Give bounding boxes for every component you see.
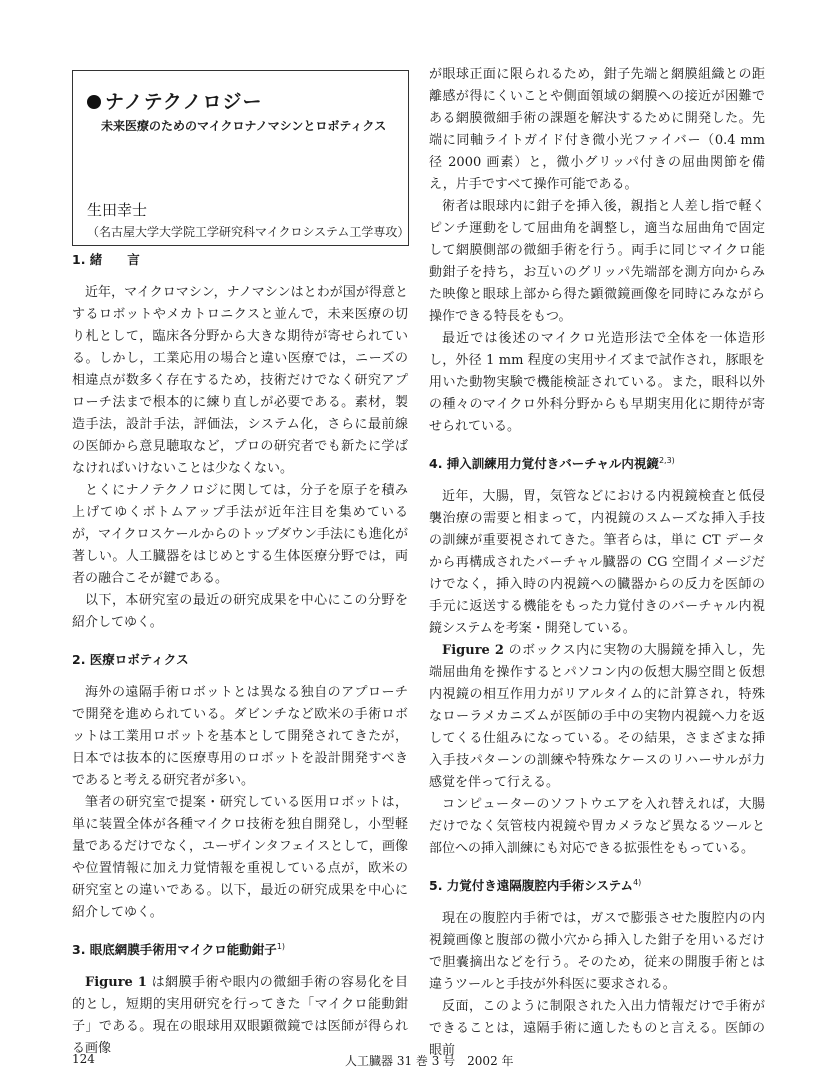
section-3-paragraph-3: 最近では後述のマイクロ光造形法で全体を一体造形し，外径 1 mm 程度の実用サイズまで試作され，豚眼を用いた動物実験で機能検証されている。また，眼科以外の種々のマイクロ外科分野からも早期実用化に期待が寄せられている。: [429, 331, 765, 434]
section-1-paragraph-1: 近年，マイクロマシン，ナノマシンはとわが国が得意とするロボットやメカトロニクスと並んで，未来医療の切り札として，臨床各分野から大きな期待が寄せられている。しかし，工業応用の場合と違い医療では，ニーズの相違点が数多く存在するため，技術だけでなく研究アプローチ法まで根本的に練り直しが必要である。素材，製造手法，設計手法，評価法，システム化，さらに最前線の医師から意見聴取など，プロの研究者でも新たに学ばなければいけないことは少なくない。: [72, 285, 408, 476]
section-3-reference: 1): [276, 941, 286, 951]
section-5-reference: 4): [633, 877, 642, 887]
section-5-heading: [429, 876, 765, 894]
section-4-heading-text: 4. 挿入訓練用力覚付きバーチャル内視鏡: [429, 456, 659, 471]
bullet-icon: [87, 95, 101, 109]
section-2-paragraph-2: 筆者の研究室で提案・研究している医用ロボットは，単に装置全体が各種マイクロ技術を独自開発し，小型軽量であるだけでなく，ユーザインタフェイスとして，画像や位置情報に加え力覚情報を重視している点が，欧米の研究室との違いである。以下，最近の研究成果を中心に紹介してゆく。: [72, 795, 408, 920]
left-column: [72, 250, 408, 1060]
section-1-heading: 1. 緒 言: [72, 252, 140, 267]
article-title-text: ナノテクノロジー: [105, 91, 263, 113]
section-3-heading: [72, 940, 408, 958]
section-1-paragraph-2: とくにナノテクノロジに関しては，分子を原子を積み上げてゆくボトムアップ手法が近年注目を集めているが，マイクロスケールからのトップダウン手法にも進化が著しい。人工臓器をはじめとする生体医療分野では，両者の融合こそが鍵である。: [72, 483, 408, 586]
section-3-paragraph-1-continued: が眼球正面に限られるため，鉗子先端と網膜組織との距離感が得にくいことや側面領域の網膜への接近が困難である網膜微細手術の課題を解決するために開発した。先端に同軸ライトガイド付き微小光ファイバー（0.4 mm 径 2000 画素）と，微小グリッパ付きの屈曲関節を備え，片手ですべて操作可能である。: [429, 67, 765, 192]
section-4-heading: [429, 454, 765, 472]
section-2-heading: 2. 医療ロボティクス: [72, 652, 189, 667]
section-2-paragraph-1: 海外の遠隔手術ロボットとは異なる独自のアプローチで開発を進められている。ダビンチなど欧米の手術ロボットは工業用ロボットを基本として開発されてきたが，日本では抜本的に医療専用のロボットを設計開発すべきであると考える研究者が多い。: [72, 685, 408, 788]
section-4-paragraph-3: コンピューターのソフトウエアを入れ替えれば，大腸だけでなく気管枝内視鏡や胃カメラなど異なるツールと部位への挿入訓練にも対応できる拡張性をもっている。: [429, 797, 765, 856]
section-3-paragraph-1: [72, 972, 408, 1060]
right-column: [429, 64, 765, 1062]
article-title: [87, 87, 263, 114]
section-5-paragraph-2: 反面，このように制限された入出力情報だけで手術ができることは，遠隔手術に適したものと言える。医師の眼前: [429, 999, 765, 1058]
figure-1-reference: Figure 1: [85, 975, 147, 990]
section-4-paragraph-2-text: のボックス内に実物の大腸鏡を挿入し，先端屈曲角を操作するとパソコン内の仮想大腸空間と仮想内視鏡の相互作用力がリアルタイム的に計算され，特殊なローラメカニズムが医師の手中の実物内視鏡へ力を返してくる仕組みになっている。その結果，さまざまな挿入手技パターンの訓練や特殊なケースのリハーサルが力感覚を伴って行える。: [429, 643, 765, 790]
section-1-paragraph-3: 以下，本研究室の最近の研究成果を中心にこの分野を紹介してゆく。: [72, 593, 408, 630]
author-name: 生田幸士: [87, 201, 148, 219]
section-3-paragraph-2: 術者は眼球内に鉗子を挿入後，親指と人差し指で軽くピンチ運動をして屈曲角を調整し，適当な屈曲角で固定して網膜側部の微細手術を行う。両手に同じマイクロ能動鉗子を持ち，お互いのグリッパ先端部を測方向からみた映像と眼球上部から得た顕微鏡画像を同時にみながら操作できる特長をもつ。: [429, 199, 765, 324]
section-4-paragraph-2: [429, 640, 765, 794]
journal-citation: 人工臓器 31 巻 3 号 2002 年: [345, 1054, 514, 1068]
section-3-paragraph-1-text: は網膜手術や眼内の微細手術の容易化を目的とし，短期的実用研究を行ってきた「マイクロ能動鉗子」である。現在の眼球用双眼顕微鏡では医師が得られる画像: [72, 975, 409, 1056]
section-5-paragraph-1: 現在の腹腔内手術では，ガスで膨張させた腹腔内の内視鏡画像と腹部の微小穴から挿入した鉗子を用いるだけで胆嚢摘出などを行う。そのため，従来の開腹手術とは違うツールと手技が外科医に要求される。: [429, 911, 765, 992]
page-number: 124: [72, 1052, 95, 1066]
section-4-reference: 2,3): [658, 455, 675, 465]
title-box: [72, 70, 409, 246]
section-3-heading-text: 3. 眼底網膜手術用マイクロ能動鉗子: [72, 942, 277, 957]
section-5-heading-text: 5. 力覚付き遠隔腹腔内手術システム: [429, 878, 634, 893]
figure-2-reference: Figure 2: [442, 643, 504, 658]
section-4-paragraph-1: 近年，大腸，胃，気管などにおける内視鏡検査と低侵襲治療の需要と相まって，内視鏡のスムーズな挿入手技の訓練が重要視されてきた。筆者らは，単に CT データから再構成されたバーチャル臓器の CG 空間イメージだけでなく，挿入時の内視鏡への臓器からの反力を医師の手元に返送する機能をもった力覚付きのバーチャル内視鏡システムを考案・開発している。: [429, 489, 765, 636]
author-affiliation: （名古屋大学大学院工学研究科マイクロシステム工学専攻）: [87, 225, 410, 239]
article-subtitle: 未来医療のためのマイクロナノマシンとロボティクス: [101, 119, 387, 133]
